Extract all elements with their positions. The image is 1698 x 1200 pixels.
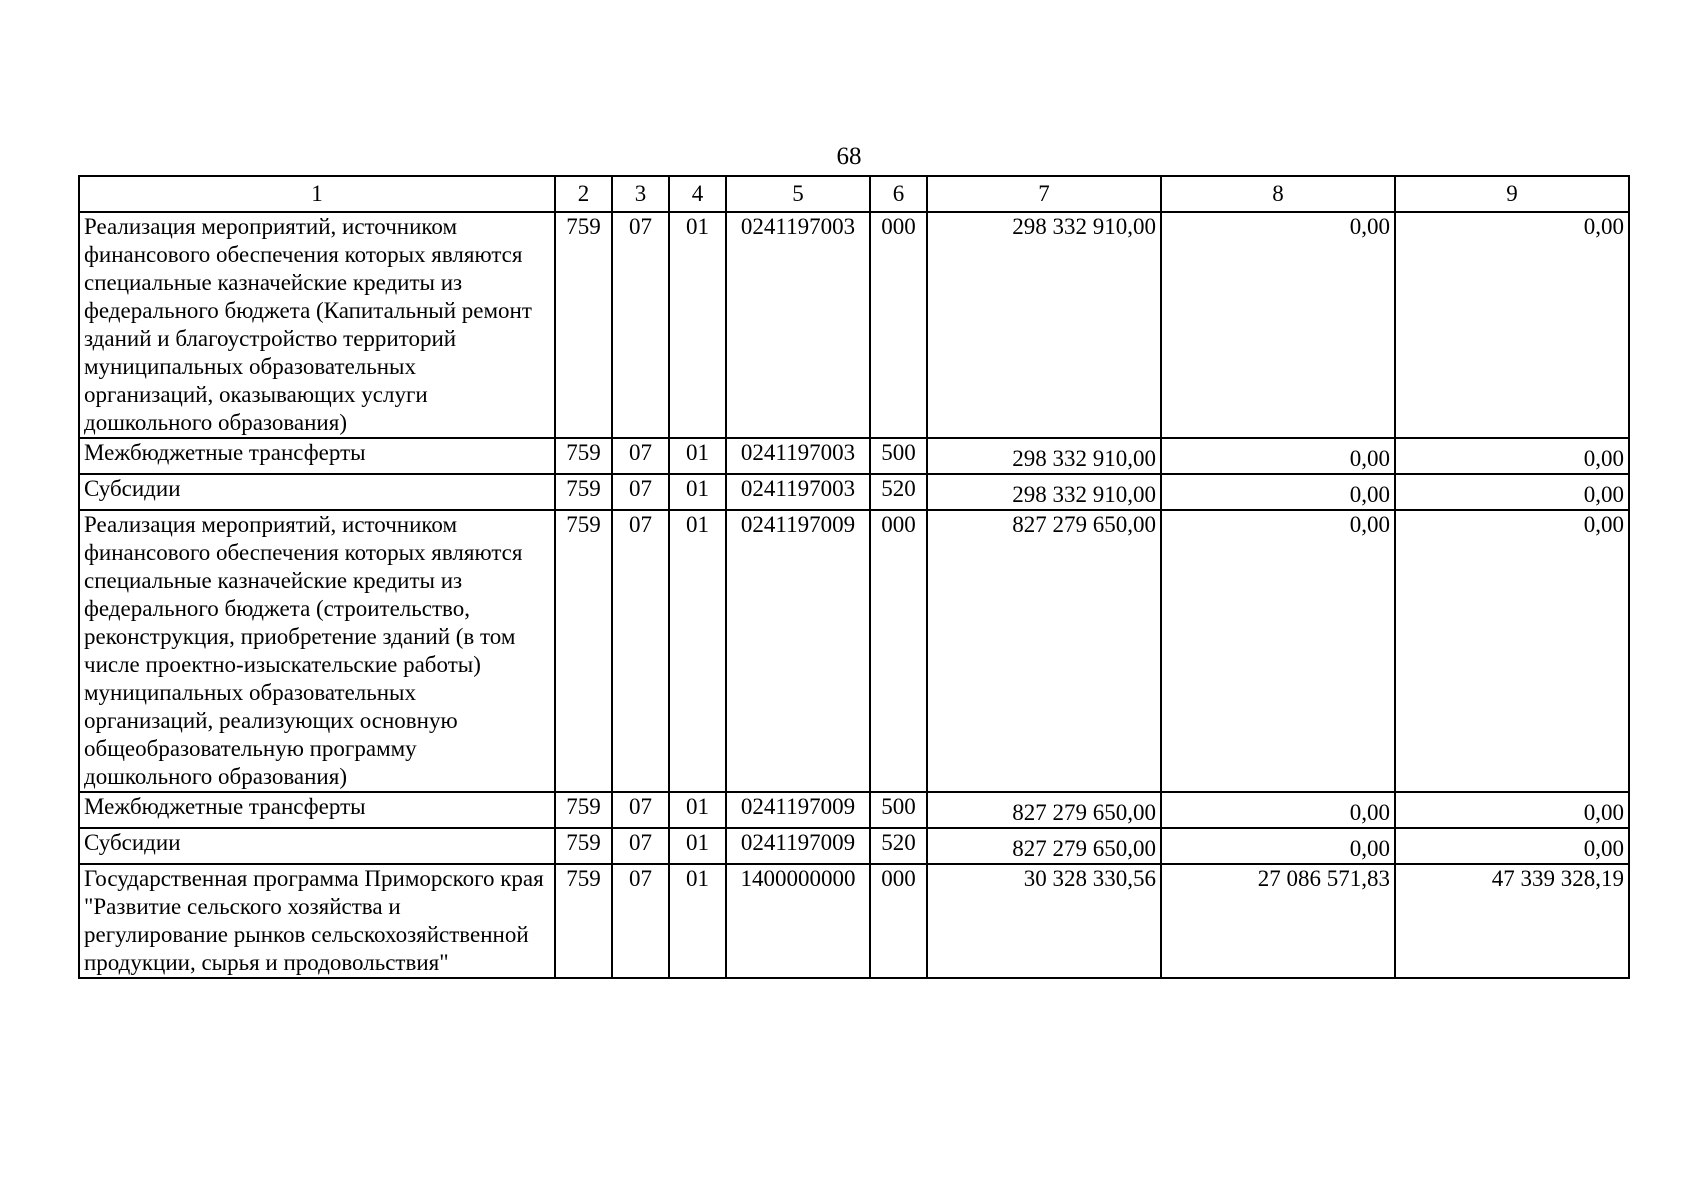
table-header-row (79, 176, 1629, 212)
row-name: Субсидии (79, 474, 555, 510)
page-number: 68 (836, 143, 862, 170)
cell-amount: 0,00 (1395, 212, 1629, 438)
cell-code: 759 (555, 212, 612, 438)
cell-code: 759 (555, 438, 612, 474)
row-name: Реализация мероприятий, источником финансового обеспечения которых являются специальные казначейские кредиты из федерального бюджета (строительство, реконструкция, приобретение зданий (в том числе проектно-изыскательские работы) муниципальных образовательных организаций, реализующих основную общеобразовательную программу дошкольного образования) (79, 510, 555, 792)
cell-code: 520 (870, 828, 927, 864)
row-name: Субсидии (79, 828, 555, 864)
cell-code: 07 (612, 438, 669, 474)
column-header: 2 (555, 176, 612, 212)
table-row (79, 828, 1629, 864)
cell-amount: 0,00 (1161, 438, 1395, 474)
cell-amount: 0,00 (1395, 792, 1629, 828)
cell-code: 07 (612, 828, 669, 864)
cell-code: 759 (555, 474, 612, 510)
cell-amount: 827 279 650,00 (927, 792, 1161, 828)
cell-code: 0241197003 (726, 474, 870, 510)
cell-code: 759 (555, 792, 612, 828)
cell-code: 000 (870, 212, 927, 438)
cell-amount: 827 279 650,00 (927, 510, 1161, 792)
table-row (79, 212, 1629, 438)
cell-code: 01 (669, 864, 726, 978)
table-row (79, 438, 1629, 474)
cell-amount: 47 339 328,19 (1395, 864, 1629, 978)
table-row (79, 510, 1629, 792)
cell-code: 500 (870, 792, 927, 828)
cell-code: 07 (612, 864, 669, 978)
column-header: 5 (726, 176, 870, 212)
cell-code: 0241197003 (726, 438, 870, 474)
cell-amount: 827 279 650,00 (927, 828, 1161, 864)
cell-code: 759 (555, 864, 612, 978)
cell-code: 01 (669, 510, 726, 792)
cell-amount: 0,00 (1161, 510, 1395, 792)
cell-code: 01 (669, 438, 726, 474)
column-header: 9 (1395, 176, 1629, 212)
cell-code: 520 (870, 474, 927, 510)
cell-code: 0241197003 (726, 212, 870, 438)
budget-table (78, 175, 1630, 979)
cell-amount: 0,00 (1161, 474, 1395, 510)
row-name: Государственная программа Приморского края "Развитие сельского хозяйства и регулирование рынков сельскохозяйственной продукции, сырья и продовольствия" (79, 864, 555, 978)
table-row (79, 864, 1629, 978)
cell-code: 07 (612, 510, 669, 792)
cell-code: 759 (555, 828, 612, 864)
cell-code: 0241197009 (726, 828, 870, 864)
cell-amount: 0,00 (1395, 828, 1629, 864)
column-header: 6 (870, 176, 927, 212)
cell-amount: 298 332 910,00 (927, 212, 1161, 438)
cell-code: 0241197009 (726, 510, 870, 792)
cell-code: 07 (612, 474, 669, 510)
cell-amount: 0,00 (1395, 474, 1629, 510)
cell-amount: 0,00 (1161, 212, 1395, 438)
cell-amount: 0,00 (1161, 792, 1395, 828)
cell-amount: 298 332 910,00 (927, 438, 1161, 474)
cell-code: 759 (555, 510, 612, 792)
row-name: Реализация мероприятий, источником финансового обеспечения которых являются специальные казначейские кредиты из федерального бюджета (Капитальный ремонт зданий и благоустройство территорий муниципальных образовательных организаций, оказывающих услуги дошкольного образования) (79, 212, 555, 438)
cell-code: 01 (669, 792, 726, 828)
column-header: 7 (927, 176, 1161, 212)
table-row (79, 792, 1629, 828)
cell-code: 01 (669, 212, 726, 438)
cell-code: 01 (669, 828, 726, 864)
cell-code: 500 (870, 438, 927, 474)
cell-code: 000 (870, 864, 927, 978)
table-row (79, 474, 1629, 510)
cell-amount: 30 328 330,56 (927, 864, 1161, 978)
cell-amount: 0,00 (1161, 828, 1395, 864)
column-header: 3 (612, 176, 669, 212)
cell-amount: 0,00 (1395, 438, 1629, 474)
column-header: 4 (669, 176, 726, 212)
cell-amount: 0,00 (1395, 510, 1629, 792)
cell-amount: 298 332 910,00 (927, 474, 1161, 510)
cell-code: 01 (669, 474, 726, 510)
row-name: Межбюджетные трансферты (79, 792, 555, 828)
cell-code: 000 (870, 510, 927, 792)
cell-amount: 27 086 571,83 (1161, 864, 1395, 978)
cell-code: 07 (612, 792, 669, 828)
cell-code: 07 (612, 212, 669, 438)
column-header: 1 (79, 176, 555, 212)
row-name: Межбюджетные трансферты (79, 438, 555, 474)
column-header: 8 (1161, 176, 1395, 212)
cell-code: 1400000000 (726, 864, 870, 978)
cell-code: 0241197009 (726, 792, 870, 828)
